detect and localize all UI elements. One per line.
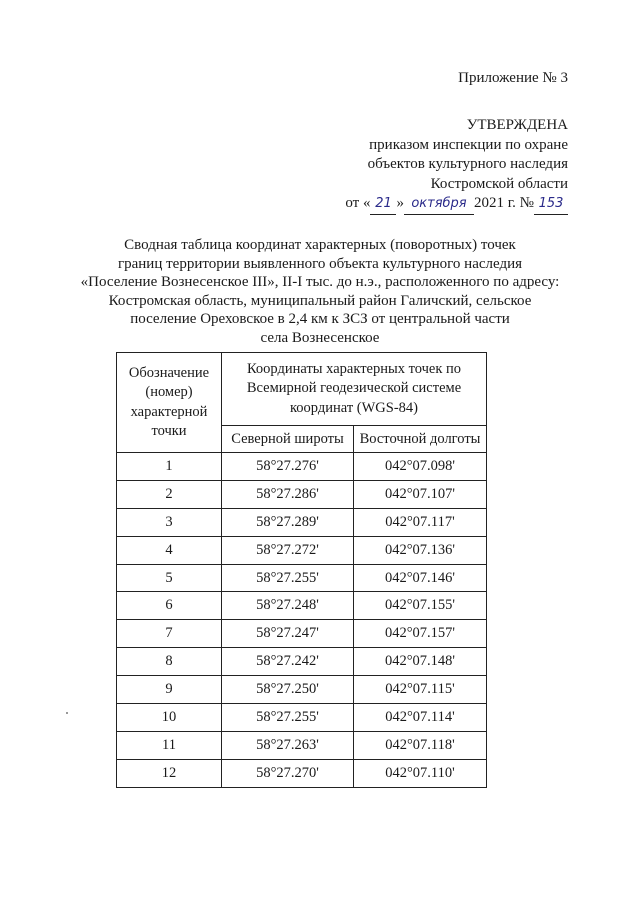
approval-date-line xyxy=(345,194,568,215)
date-year: 2021 г. № xyxy=(473,195,534,211)
table-row: 7 58°27.247' 042°07.157' xyxy=(117,620,487,648)
date-prefix: от « xyxy=(345,195,371,211)
handwritten-month: октября xyxy=(404,194,474,215)
title-line: села Вознесенское xyxy=(260,329,380,346)
title-line: границ территории выявленного объекта культурного наследия xyxy=(117,255,523,272)
table-row: 1 58°27.276' 042°07.098' xyxy=(117,453,487,481)
approval-heading: УТВЕРЖДЕНА xyxy=(466,117,568,133)
title-line: Сводная таблица координат характерных (поворотных) точек xyxy=(124,237,516,253)
table-row: 11 58°27.263' 042°07.118' xyxy=(117,731,487,759)
table-row: 5 58°27.255' 042°07.146' xyxy=(117,564,487,592)
title-line: Костромская область, муниципальный район Галичский, сельское xyxy=(108,292,532,309)
coordinates-table xyxy=(116,352,487,788)
table-row: 2 58°27.286' 042°07.107' xyxy=(117,480,487,508)
east-longitude-header: Восточной долготы xyxy=(354,426,487,453)
point-number-header: Обозначение (номер) характерной точки xyxy=(117,353,222,453)
north-latitude-header: Северной широты xyxy=(222,426,354,453)
table-row: 12 58°27.270' 042°07.110' xyxy=(117,759,487,787)
approval-line: приказом инспекции по охране xyxy=(369,136,568,153)
table-row: 9 58°27.250' 042°07.115' xyxy=(117,676,487,704)
table-row: 6 58°27.248' 042°07.155' xyxy=(117,592,487,620)
table-row: 8 58°27.242' 042°07.148' xyxy=(117,648,487,676)
approval-line: Костромской области xyxy=(430,175,568,192)
document-title xyxy=(40,236,600,348)
table-row: 3 58°27.289' 042°07.117' xyxy=(117,508,487,536)
handwritten-day: 21 xyxy=(370,194,396,215)
table-body xyxy=(117,453,487,788)
scan-speck xyxy=(66,712,68,714)
table-row: 10 58°27.255' 042°07.114' xyxy=(117,704,487,732)
appendix-label: Приложение № 3 xyxy=(458,70,568,86)
approval-block xyxy=(345,116,568,215)
title-line: «Поселение Вознесенское III», II-I тыс. до н.э., расположенного по адресу: xyxy=(80,274,560,291)
title-line: поселение Ореховское в 2,4 км к ЗСЗ от центральной части xyxy=(130,311,510,328)
date-mid: » xyxy=(396,195,404,211)
approval-line: объектов культурного наследия xyxy=(367,156,568,172)
table-row: 4 58°27.272' 042°07.136' xyxy=(117,536,487,564)
coordinates-header: Координаты характерных точек по Всемирной геодезической системе координат (WGS-84) xyxy=(222,353,487,426)
handwritten-number: 153 xyxy=(534,194,568,215)
